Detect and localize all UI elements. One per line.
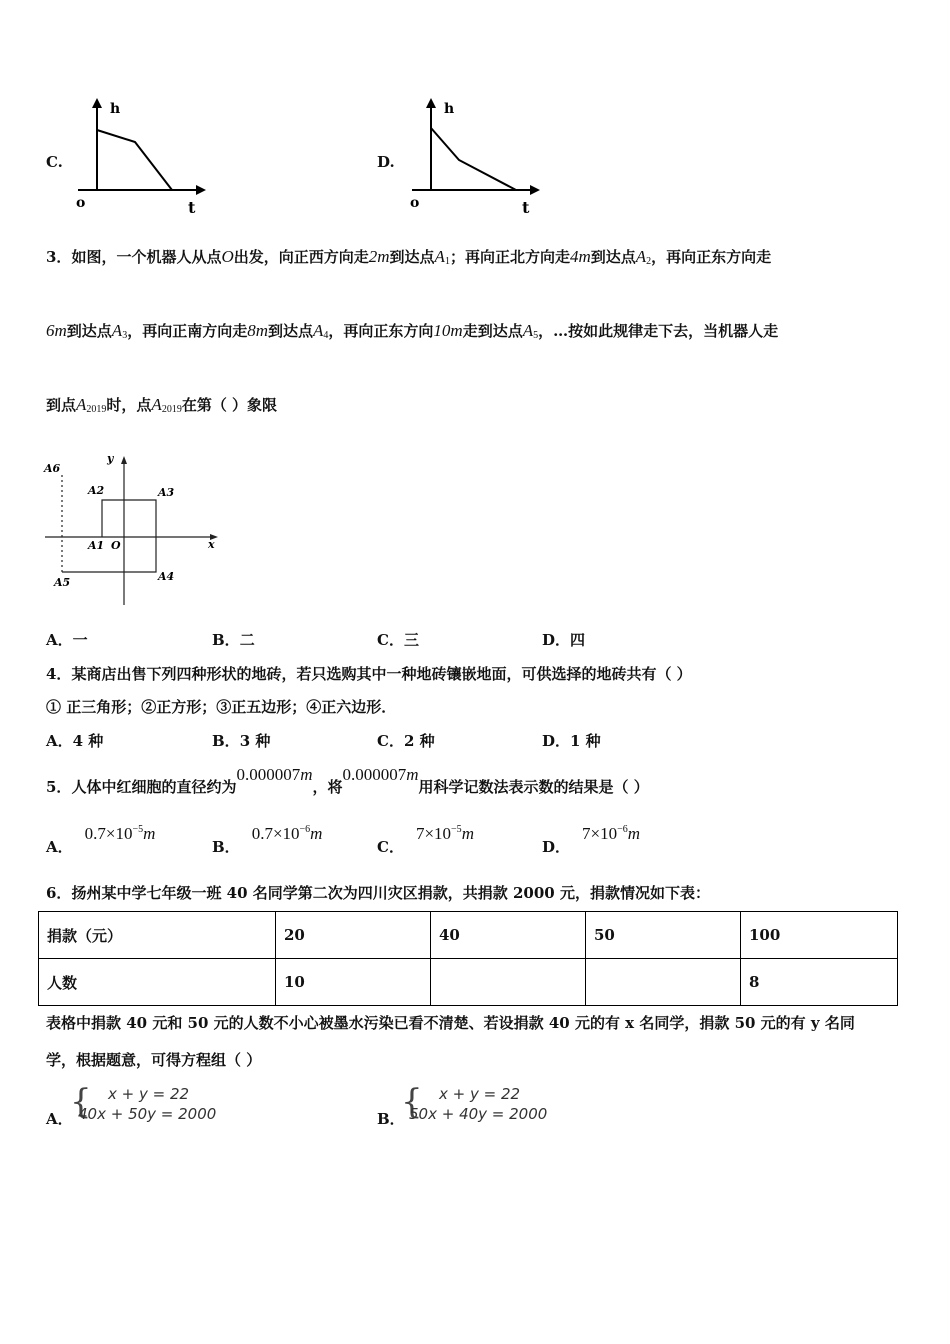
q4-option-c[interactable]: C．2 种 — [377, 732, 435, 750]
q3-line1: 3．如图，一个机器人从点O出发，向正西方向走2m到达点$A_1$；再向正北方向走4m到达点$A_2$，再向正东方向走 — [46, 247, 772, 267]
q4-option-b[interactable]: B．3 种 — [212, 732, 271, 750]
q3-option-a[interactable]: A．一 — [46, 631, 88, 649]
table-cell: 100 — [741, 912, 898, 959]
table-cell — [431, 959, 586, 1006]
q4-option-d[interactable]: D．1 种 — [542, 732, 601, 750]
brace-icon: { — [70, 1082, 92, 1122]
q4-option-a[interactable]: A．4 种 — [46, 732, 104, 750]
table-cell: 人数 — [39, 959, 276, 1006]
graph-d — [404, 95, 554, 220]
q3-line2: 6m到达点$A_3$，再向正南方向走8m到达点$A_4$，再向正东方向10m走到达点$A_5$，…按如此规律走下去，当机器人走 — [46, 321, 779, 341]
q4-list: ① 正三角形；②正方形；③正五边形；④正六边形． — [46, 698, 397, 716]
label-o: O — [111, 539, 121, 552]
axis-t-label: t — [522, 198, 530, 217]
table-row — [39, 959, 898, 1006]
label-a3: A3 — [158, 486, 175, 499]
q5-option-a[interactable]: A．$0.7\times 10^{-5}m$ — [46, 824, 156, 856]
q6-after-line1: 表格中捐款 40 元和 50 元的人数不小心被墨水污染已看不清楚、若设捐款 40 元的有 x 名同学，捐款 50 元的有 y 名同 — [46, 1014, 855, 1032]
label-a4: A4 — [158, 570, 175, 583]
q5-stem: 5．人体中红细胞的直径约为0.000007m，将0.000007m用科学记数法表示数的结果是（ ） — [46, 765, 649, 796]
q5-option-d[interactable]: D．$7\times 10^{-6}m$ — [542, 824, 641, 856]
label-a5: A5 — [54, 576, 71, 589]
table-cell: 20 — [276, 912, 431, 959]
q3-option-d[interactable]: D．四 — [542, 631, 586, 649]
label-a6: A6 — [44, 462, 61, 475]
table-cell: 捐款（元） — [39, 912, 276, 959]
donation-table — [38, 911, 898, 1006]
table-cell: 8 — [741, 959, 898, 1006]
option-d-label: D. — [377, 153, 395, 171]
q6-stem: 6．扬州某中学七年级一班 40 名同学第二次为四川灾区捐款，共捐款 2000 元，捐款情况如下表： — [46, 884, 710, 902]
label-y: y — [107, 452, 114, 465]
graph-c — [70, 95, 220, 220]
axis-t-label: t — [188, 198, 196, 217]
table-cell: 50 — [586, 912, 741, 959]
table-cell: 40 — [431, 912, 586, 959]
table-cell: 10 — [276, 959, 431, 1006]
q3-number: 3． — [46, 248, 72, 266]
q4-stem: 4．某商店出售下列四种形状的地砖，若只选购其中一种地砖镶嵌地面，可供选择的地砖共有（ ） — [46, 665, 692, 683]
q3-figure — [40, 450, 230, 610]
q5-option-c[interactable]: C．$7\times 10^{-5}m$ — [377, 824, 474, 856]
q3-option-c[interactable]: C．三 — [377, 631, 419, 649]
q3-line3: 到点$A_{2019}$时，点$A_{2019}$在第（ ）象限 — [46, 395, 278, 415]
axis-h-label: h — [110, 101, 121, 117]
table-row — [39, 912, 898, 959]
label-a2: A2 — [88, 484, 105, 497]
q5-option-b[interactable]: B．$0.7\times 10^{-6}m$ — [212, 824, 323, 856]
origin-label: o — [76, 195, 86, 211]
q3-option-b[interactable]: B．二 — [212, 631, 255, 649]
table-cell — [586, 959, 741, 1006]
label-a1: A1 — [88, 539, 105, 552]
label-x: x — [208, 538, 215, 551]
q6-after-line2: 学，根据题意，可得方程组（ ） — [46, 1051, 262, 1069]
option-c-label: C. — [46, 153, 63, 171]
point-o: O — [221, 247, 234, 266]
brace-icon: { — [401, 1082, 423, 1122]
axis-h-label: h — [444, 101, 455, 117]
origin-label: o — [410, 195, 420, 211]
